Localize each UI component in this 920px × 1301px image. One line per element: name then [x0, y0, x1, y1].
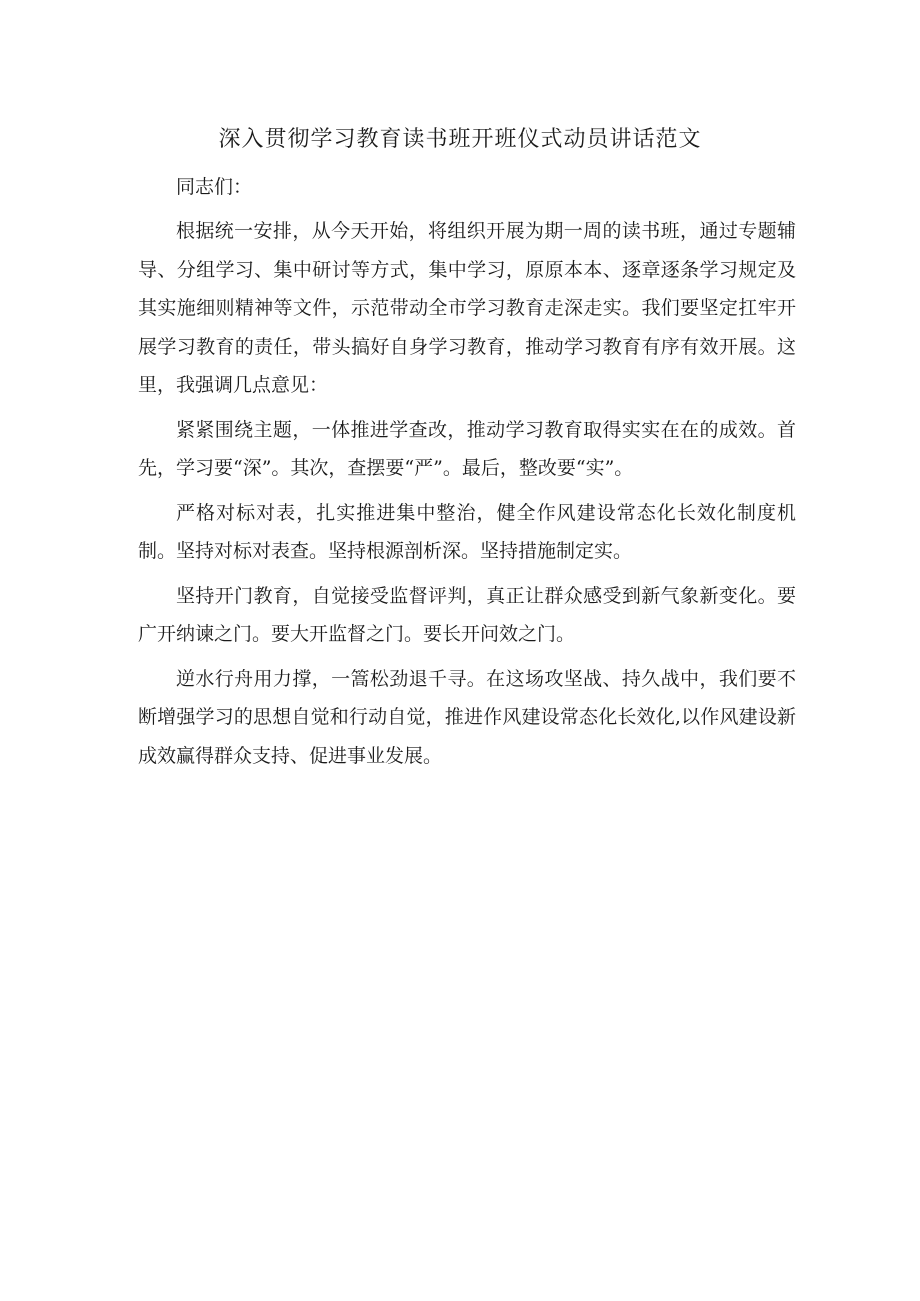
paragraph-4: 坚持开门教育，自觉接受监督评判，真正让群众感受到新气象新变化。要广开纳谏之门。要大开监督之门。要长开问效之门。	[138, 584, 796, 645]
paragraph-5: 逆水行舟用力撑，一篙松劲退千寻。在这场攻坚战、持久战中，我们要不断增强学习的思想自觉和行动自觉，推进作风建设常态化长效化,以作风建设新成效赢得群众支持、促进事业发展。	[138, 667, 796, 767]
paragraph-2: 紧紧围绕主题，一体推进学查改，推动学习教育取得实实在在的成效。首先，学习要“深”。其次，查摆要“严”。最后，整改要“实”。	[138, 418, 796, 479]
paragraph-1: 根据统一安排，从今天开始，将组织开展为期一周的读书班，通过专题辅导、分组学习、集中研讨等方式，集中学习，原原本本、逐章逐条学习规定及其实施细则精神等文件，示范带动全市学习教育走深走实。我们要坚定扛牢开展学习教育的责任，带头搞好自身学习教育，推动学习教育有序有效开展。这里，我强调几点意见：	[138, 220, 796, 396]
document-title: 深入贯彻学习教育读书班开班仪式动员讲话范文	[218, 127, 702, 152]
salutation: 同志们：	[176, 176, 253, 198]
paragraph-3: 严格对标对表，扎实推进集中整治，健全作风建设常态化长效化制度机制。坚持对标对表查。坚持根源剖析深。坚持措施制定实。	[138, 501, 796, 562]
document-body	[138, 168, 796, 781]
